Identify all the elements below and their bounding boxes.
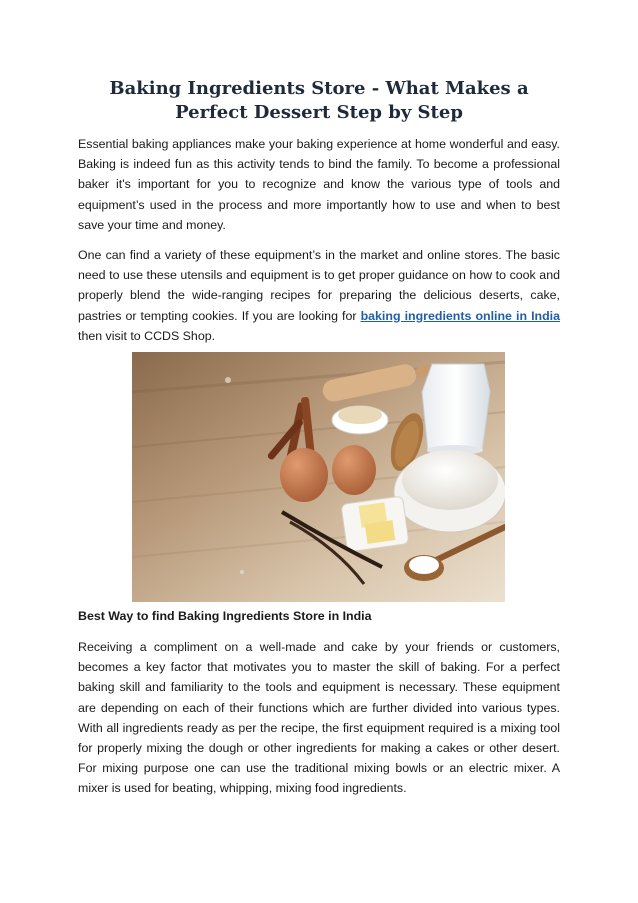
page-title: Baking Ingredients Store - What Makes a Perfect Dessert Step by Step <box>109 78 529 123</box>
baking-ingredients-photo <box>132 352 505 602</box>
intro-paragraph: Essential baking appliances make your baking experience at home wonderful and easy. Baking is indeed fun as this activity tends to bind the family. To become a professional baker it's important for you to recognize and know the various type of tools and equipment’s used in the process and more importantly how to use and when to best save your time and money. <box>78 137 560 232</box>
baking-ingredients-link[interactable]: baking ingredients online in India <box>360 308 561 323</box>
section-heading: Best Way to find Baking Ingredients Store in India <box>78 609 372 623</box>
paragraph-text-before-link: One can find a variety of these equipment’s in the market and online stores. The basic need to use these utensils and equipment is to get proper guidance on how to cook and properly blend the wide-ranging recipes for preparing the delicious deserts, cake, pastries or tempting cookies. If you are looking for <box>78 248 560 323</box>
section-paragraph: Receiving a compliment on a well-made and cake by your friends or customers, becomes a key factor that motivates you to master the skill of baking. For a perfect baking skill and familiarity to the tools and equipment is necessary. These equipment are depending on each of their functions which are further divided into various types. With all ingredients ready as per the recipe, the first equipment required is a mixing tool for properly mixing the dough or other ingredients for making a cakes or other desert. For mixing purpose one can use the traditional mixing bowls or an electric mixer. A mixer is used for beating, whipping, mixing food ingredients. <box>78 640 560 796</box>
paragraph-text-after-link: then visit to CCDS Shop. <box>78 328 216 343</box>
second-paragraph <box>78 245 560 346</box>
